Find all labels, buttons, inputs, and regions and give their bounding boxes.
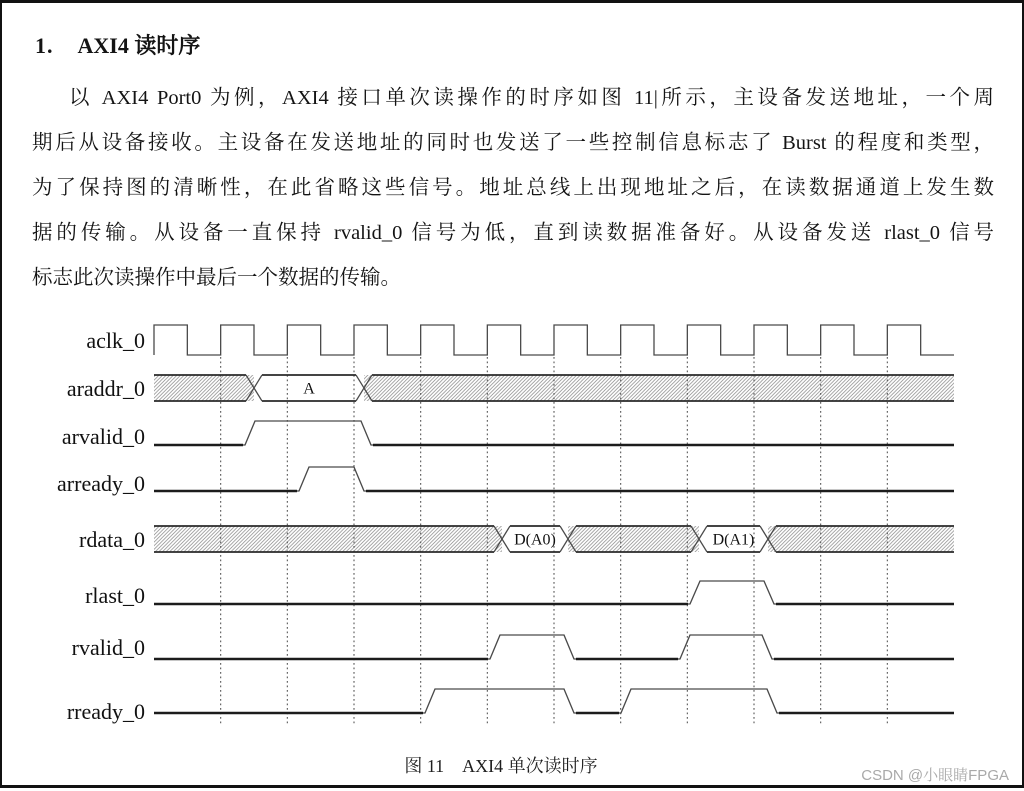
signal-name-label: arready_0: [57, 471, 145, 496]
section-number: 1.: [35, 33, 54, 58]
paragraph-line[interactable]: 标志此次读操作中最后一个数据的传输。: [32, 267, 401, 289]
bus-value-label: A: [303, 380, 315, 398]
paragraph-line[interactable]: 为了保持图的清晰性，在此省略这些信号。地址总线上出现地址之后，在读数据通道上发生数: [32, 177, 994, 199]
bus-value-label: D(A0): [514, 531, 556, 549]
signal-name-label: rready_0: [66, 699, 145, 724]
signal-rvalid_0: [154, 635, 954, 659]
section-heading[interactable]: [35, 29, 200, 60]
signal-labels: [57, 328, 754, 724]
body-paragraph: [32, 76, 994, 301]
clock-gridlines: [221, 357, 888, 725]
signal-name-label: arvalid_0: [61, 424, 145, 449]
signal-rready_0: [154, 689, 954, 713]
bus-hatch-fills: [154, 375, 954, 552]
signal-name-label: rvalid_0: [71, 635, 145, 660]
paragraph-line[interactable]: 以 AXI4 Port0 为例，AXI4 接口单次读操作的时序如图 11|所示，主设备发送地址，一个周: [69, 87, 994, 109]
signal-name-label: rlast_0: [85, 583, 145, 608]
signal-arvalid_0: [154, 421, 954, 445]
signal-araddr_0: [154, 375, 954, 401]
waveforms: [154, 325, 954, 713]
signal-name-label: araddr_0: [66, 376, 145, 401]
section-title: AXI4 读时序: [77, 33, 201, 58]
signal-aclk_0: [154, 325, 954, 355]
signal-arready_0: [154, 467, 954, 491]
bus-value-label: D(A1): [712, 531, 755, 549]
csdn-watermark: CSDN @小眼睛FPGA: [861, 767, 1009, 784]
figure-caption: 图 11 AXI4 单次读时序: [404, 756, 598, 776]
signal-name-label: rdata_0: [79, 527, 145, 552]
signal-rlast_0: [154, 581, 954, 604]
paragraph-line[interactable]: 期后从设备接收。主设备在发送地址的同时也发送了一些控制信息标志了 Burst 的程度和类型，: [32, 132, 994, 154]
paragraph-line[interactable]: 据的传输。从设备一直保持 rvalid_0 信号为低，直到读数据准备好。从设备发送 rlast_0 信号: [32, 222, 994, 244]
signal-name-label: aclk_0: [86, 328, 145, 353]
signal-rdata_0: [154, 526, 954, 552]
